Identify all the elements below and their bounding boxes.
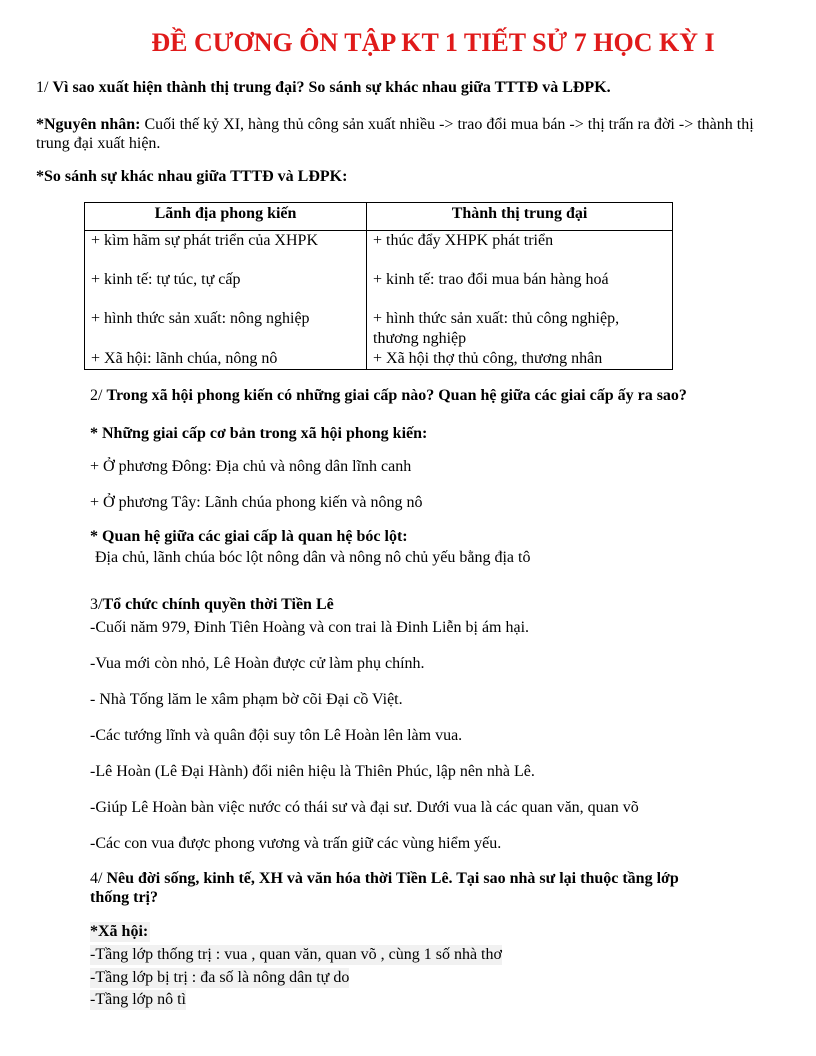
table-cell: + hình thức sản xuất: thủ công nghiệp, bbox=[367, 309, 673, 329]
page-title: ĐỀ CƯƠNG ÔN TẬP KT 1 TIẾT SỬ 7 HỌC KỲ I bbox=[151, 28, 715, 57]
table-header-cell: Thành thị trung đại bbox=[367, 203, 673, 231]
table-cell: thương nghiệp bbox=[367, 329, 673, 349]
list-item: -Tầng lớp bị trị : đa số là nông dân tự do bbox=[90, 969, 350, 986]
west-classes: + Ở phương Tây: Lãnh chúa phong kiến và nông nô bbox=[90, 494, 423, 511]
list-item: -Lê Hoàn (Lê Đại Hành) đổi niên hiệu là Thiên Phúc, lập nên nhà Lê. bbox=[90, 763, 535, 780]
question-text: Nêu đời sống, kinh tế, XH và văn hóa thời Tiền Lê. Tại sao nhà sư lại thuộc tầng lớp bbox=[106, 870, 679, 887]
list-item: -Tầng lớp thống trị : vua , quan văn, quan võ , cùng 1 số nhà thơ bbox=[90, 946, 502, 963]
cause-paragraph-line-1 bbox=[36, 115, 754, 135]
question-number: 2/ bbox=[90, 387, 103, 404]
table-header-cell: Lãnh địa phong kiến bbox=[85, 203, 367, 231]
relation-heading: * Quan hệ giữa các giai cấp là quan hệ bóc lột: bbox=[90, 528, 408, 545]
table-cell bbox=[85, 329, 367, 349]
comparison-table bbox=[84, 202, 673, 370]
question-4-line-2: thống trị? bbox=[90, 889, 158, 906]
list-item: -Vua mới còn nhỏ, Lê Hoàn được cử làm phụ chính. bbox=[90, 655, 425, 672]
table-cell: + kinh tế: tự túc, tự cấp bbox=[85, 270, 367, 290]
table-row bbox=[85, 349, 673, 370]
society-heading: *Xã hội: bbox=[90, 923, 149, 940]
question-1 bbox=[36, 78, 611, 98]
table-cell: + thúc đẩy XHPK phát triển bbox=[367, 231, 673, 252]
question-number: 4/ bbox=[90, 870, 103, 887]
relation-text: Địa chủ, lãnh chúa bóc lột nông dân và nông nô chủ yếu bằng địa tô bbox=[95, 549, 531, 566]
table-header-row bbox=[85, 203, 673, 231]
table-row bbox=[85, 270, 673, 290]
list-item: - Nhà Tống lăm le xâm phạm bờ cõi Đại cồ Việt. bbox=[90, 691, 403, 708]
table-row bbox=[85, 231, 673, 252]
question-number: 3/ bbox=[90, 596, 103, 613]
cause-paragraph-line-2: trung đại xuất hiện. bbox=[36, 135, 161, 152]
list-item: -Các con vua được phong vương và trấn giữ các vùng hiểm yếu. bbox=[90, 835, 502, 852]
list-item: -Tầng lớp nô tì bbox=[90, 991, 186, 1008]
question-text: Trong xã hội phong kiến có những giai cấp nào? Quan hệ giữa các giai cấp ấy ra sao? bbox=[106, 387, 687, 404]
table-cell: + kinh tế: trao đổi mua bán hàng hoá bbox=[367, 270, 673, 290]
question-number: 1/ bbox=[36, 79, 49, 96]
compare-heading: *So sánh sự khác nhau giữa TTTĐ và LĐPK: bbox=[36, 168, 348, 185]
list-item: -Các tướng lĩnh và quân đội suy tôn Lê Hoàn lên làm vua. bbox=[90, 727, 463, 744]
table-row bbox=[85, 309, 673, 329]
cause-label: *Nguyên nhân: bbox=[36, 116, 141, 133]
table-cell: + Xã hội: lãnh chúa, nông nô bbox=[85, 349, 367, 370]
east-classes: + Ở phương Đông: Địa chủ và nông dân lĩnh canh bbox=[90, 458, 412, 475]
list-item: -Giúp Lê Hoàn bàn việc nước có thái sư và đại sư. Dưới vua là các quan văn, quan võ bbox=[90, 799, 639, 816]
question-text: Tổ chức chính quyền thời Tiền Lê bbox=[102, 596, 334, 613]
question-text: Vì sao xuất hiện thành thị trung đại? So sánh sự khác nhau giữa TTTĐ và LĐPK. bbox=[52, 79, 611, 96]
table-row bbox=[85, 329, 673, 349]
question-3 bbox=[90, 595, 334, 615]
classes-heading: * Những giai cấp cơ bản trong xã hội phong kiến: bbox=[90, 425, 428, 442]
list-item: -Cuối năm 979, Đinh Tiên Hoàng và con trai là Đinh Liễn bị ám hại. bbox=[90, 619, 530, 636]
question-2 bbox=[90, 386, 687, 406]
table-cell: + kìm hãm sự phát triển của XHPK bbox=[85, 231, 367, 252]
question-4 bbox=[90, 869, 679, 889]
table-cell: + Xã hội thợ thủ công, thương nhân bbox=[367, 349, 673, 370]
table-cell: + hình thức sản xuất: nông nghiệp bbox=[85, 309, 367, 329]
cause-text: Cuối thế kỷ XI, hàng thủ công sản xuất nhiều -> trao đổi mua bán -> thị trấn ra đời -> thành thị bbox=[144, 116, 754, 133]
